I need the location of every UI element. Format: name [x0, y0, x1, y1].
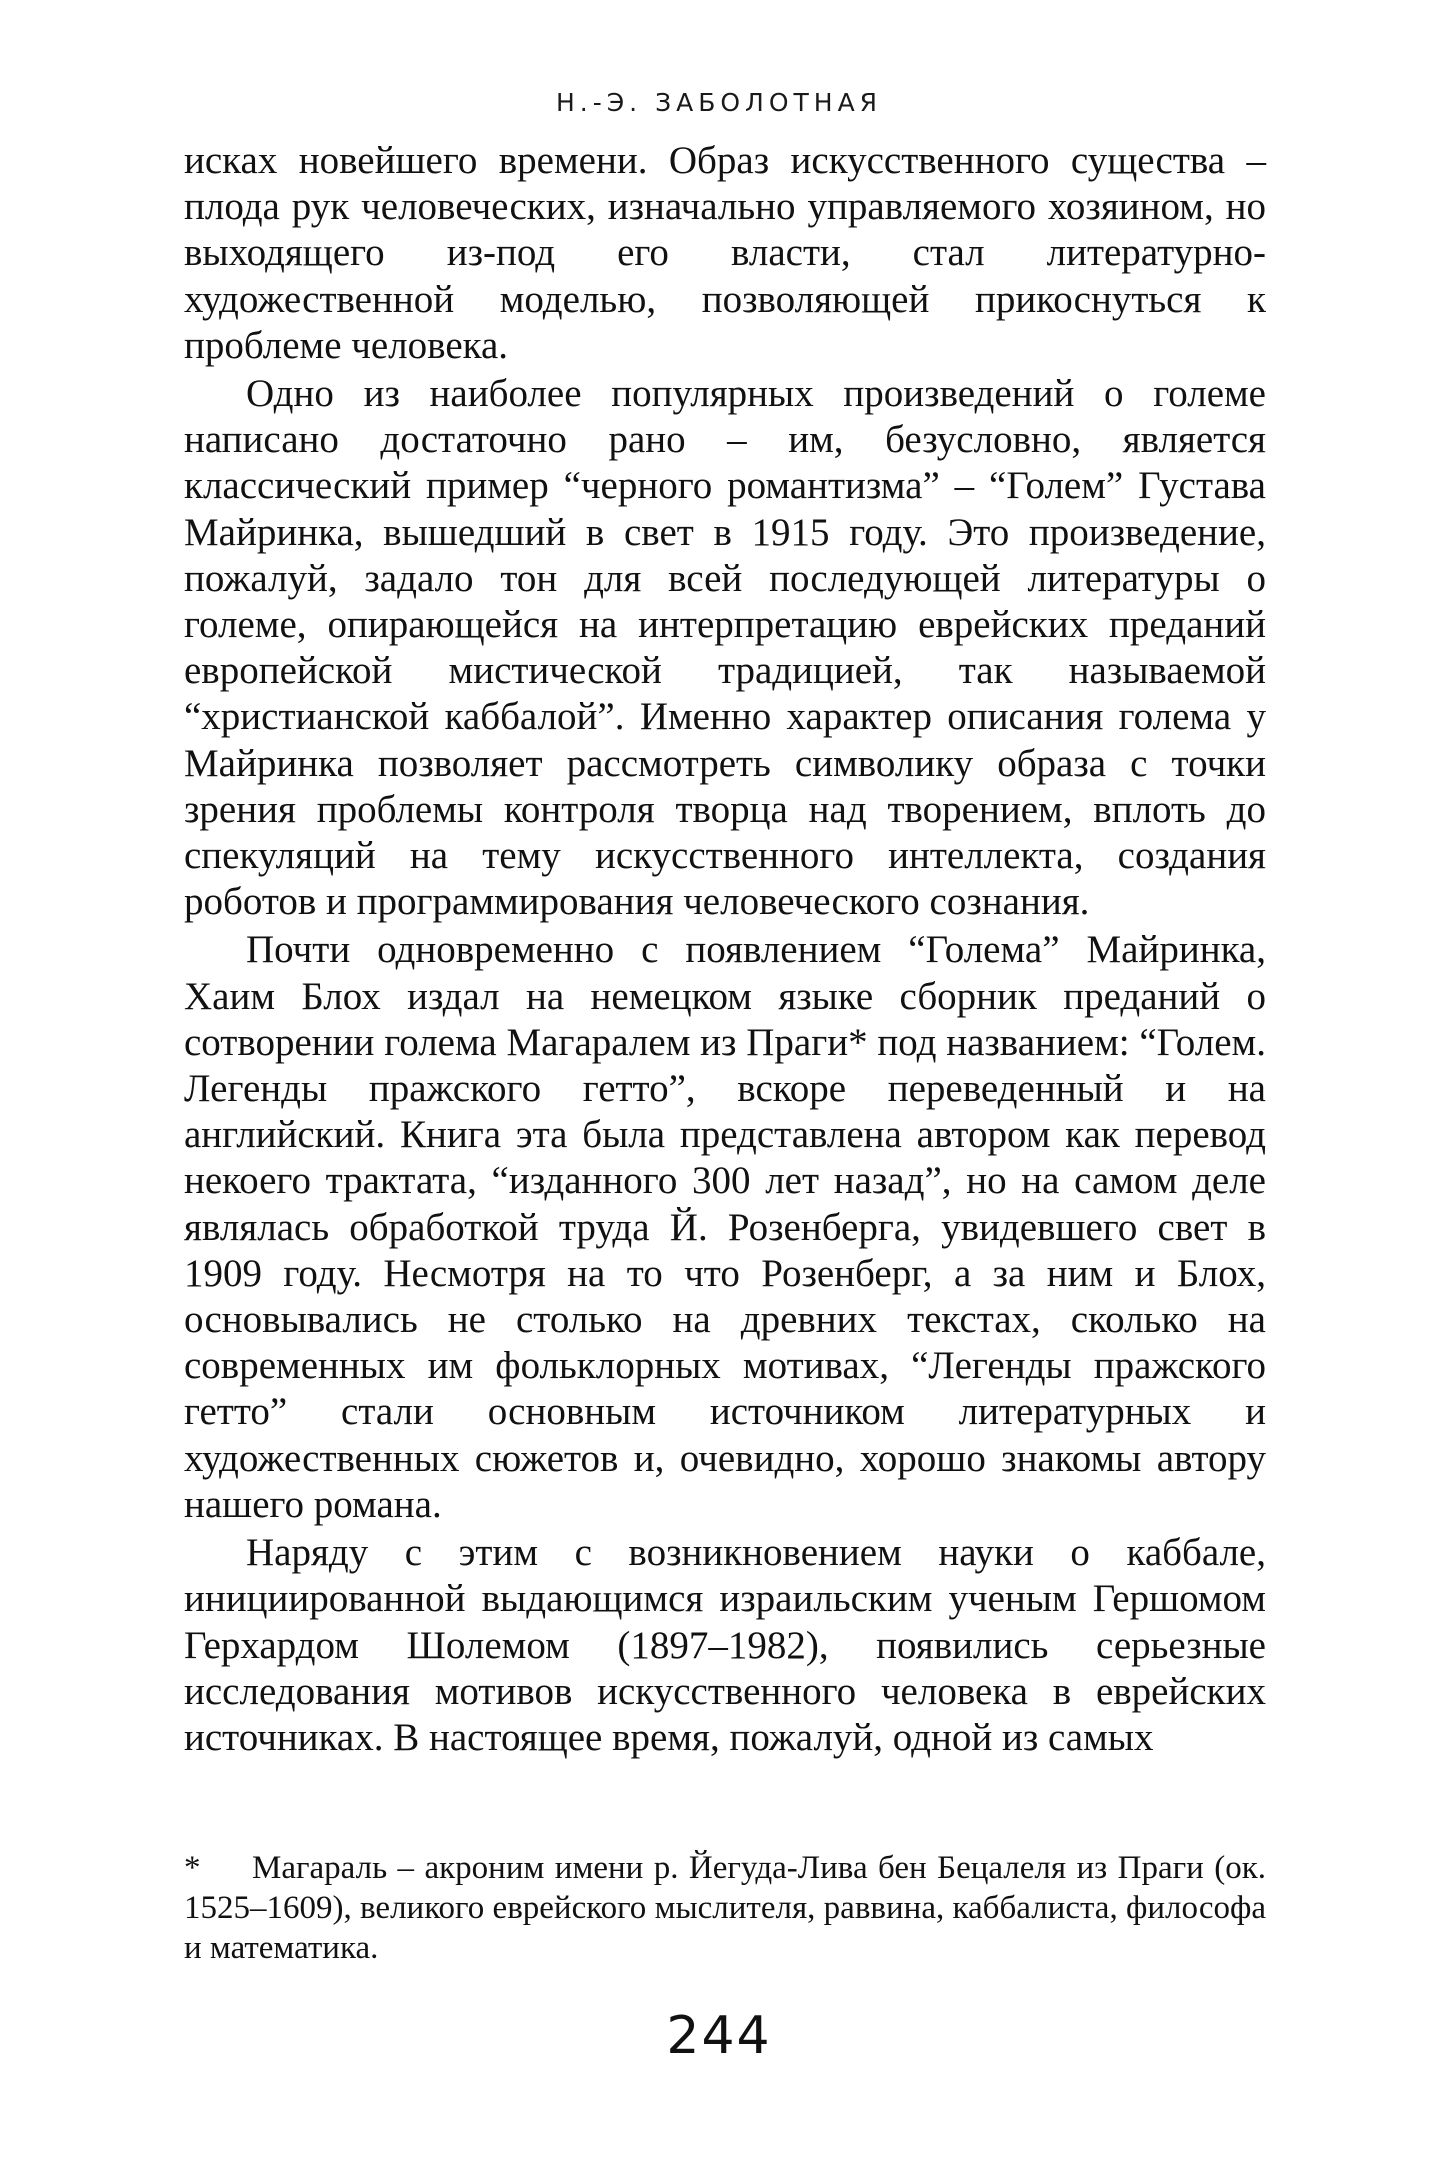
- main-text: [184, 138, 1266, 1761]
- paragraph: Почти одновременно с появлением “Голема” Майринка, Хаим Блох издал на немецком языке сборник преданий о сотворении голема Магаралем из Праги* под названием: “Голем. Легенды пражского гетто”, вскоре переведенный и на английский. Книга эта была представлена автором как перевод некоего трактата, “изданного 300 лет назад”, но на самом деле являлась обработкой труда Й. Розенберга, увидевшего свет в 1909 году. Несмотря на то что Розенберг, а за ним и Блох, основывались не столько на древних текстах, сколько на современных им фольклорных мотивах, “Легенды пражского гетто” стали основным источником литературных и художественных сюжетов и, очевидно, хорошо знакомы автору нашего романа.: [184, 928, 1266, 1526]
- footnote-text: Магараль – акроним имени р. Йегуда-Лива бен Бецалеля из Праги (ок. 1525–1609), великого еврейского мыслителя, раввина, каббалиста, философа и математика.: [184, 1850, 1266, 1966]
- footnote: [184, 1848, 1266, 1968]
- running-head: Н.-Э. ЗАБОЛОТНАЯ: [555, 88, 883, 117]
- paragraph-continuation: исках новейшего времени. Образ искусственного существа – плода рук человеческих, изначально управляемого хозяином, но выходящего из-под его власти, стал литературно-художественной моделью, позволяющей прикоснуться к проблеме человека.: [184, 139, 1266, 367]
- page-number: 244: [666, 2006, 772, 2066]
- paragraph: Одно из наиболее популярных произведений о големе написано достаточно рано – им, безусловно, является классический пример “черного романтизма” – “Голем” Густава Майринка, вышедший в свет в 1915 году. Это произведение, пожалуй, задало тон для всей последующей литературы о големе, опирающейся на интерпретацию еврейских преданий европейской мистической традицией, так называемой “христианской каббалой”. Именно характер описания голема у Майринка позволяет рассмотреть символику образа с точки зрения проблемы контроля творца над творением, вплоть до спекуляций на тему искусственного интеллекта, создания роботов и программирования человеческого сознания.: [184, 372, 1266, 924]
- paragraph: Наряду с этим с возникновением науки о каббале, инициированной выдающимся израильским ученым Гершомом Герхардом Шолемом (1897–1982), появились серьезные исследования мотивов искусственного человека в еврейских источниках. В настоящее время, пожалуй, одной из самых: [184, 1531, 1266, 1759]
- footnote-marker: *: [184, 1850, 201, 1886]
